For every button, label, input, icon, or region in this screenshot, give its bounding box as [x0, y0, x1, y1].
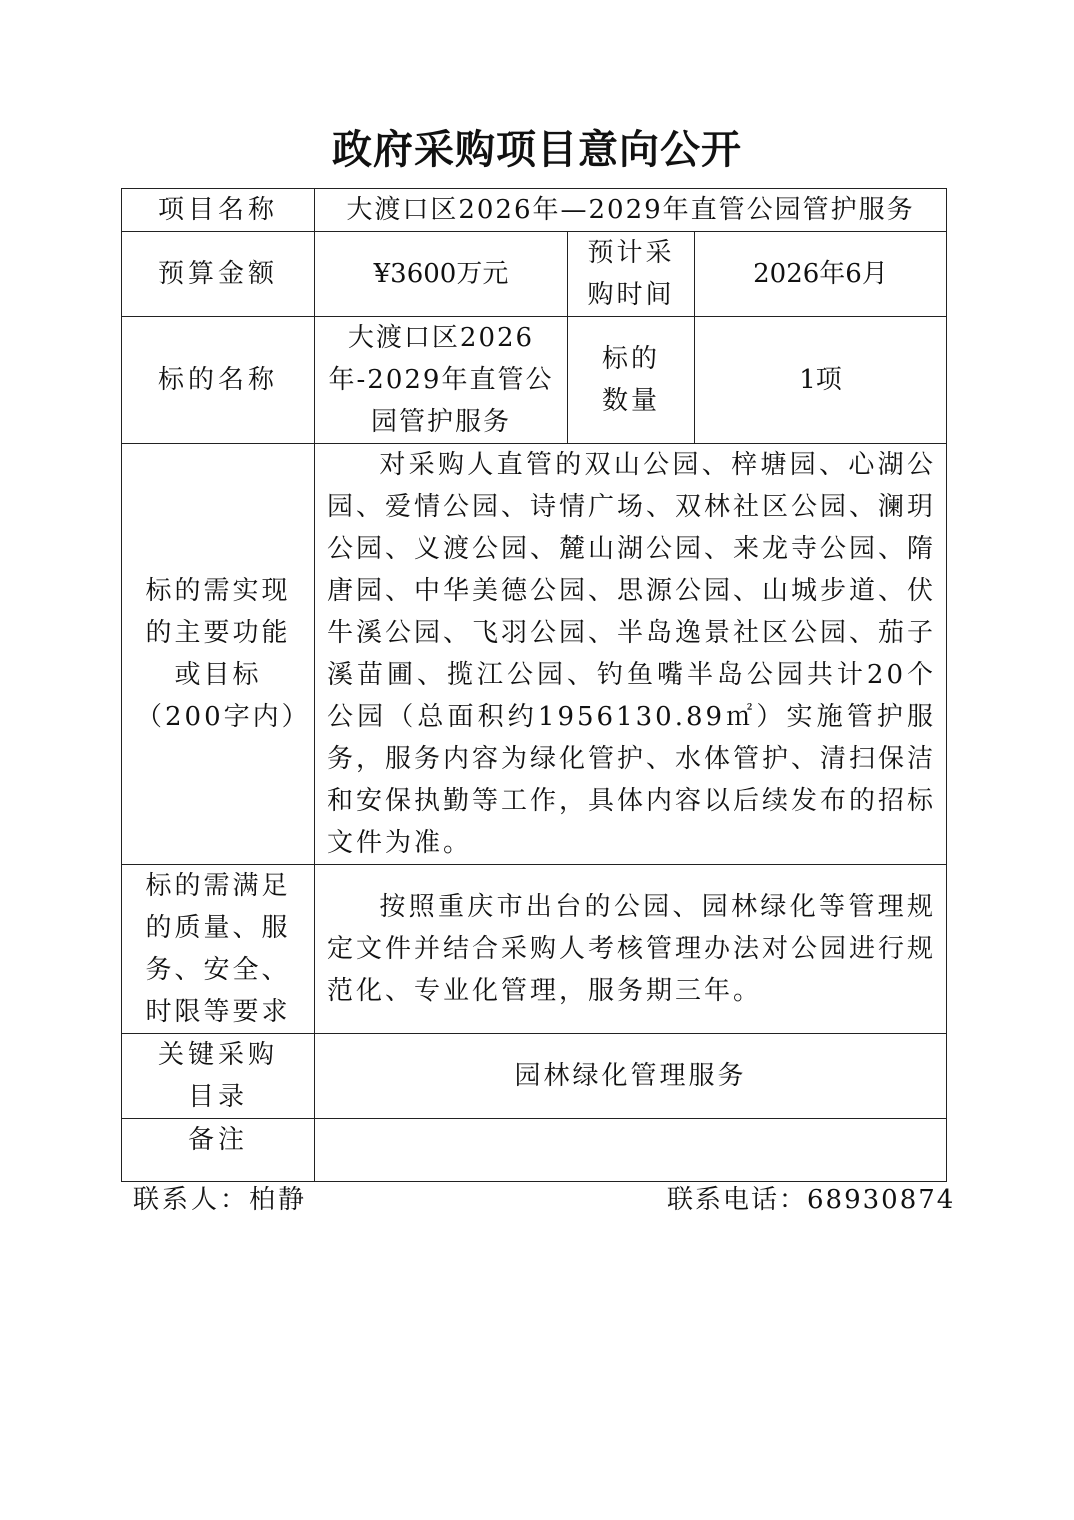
main-function-label: 标的需实现的主要功能或目标（200字内）	[122, 444, 315, 865]
remarks-value	[315, 1119, 947, 1182]
subject-quantity-label: 标的数量	[568, 317, 695, 444]
subject-name-value: 大渡口区2026年-2029年直管公园管护服务	[315, 317, 568, 444]
project-name-value: 大渡口区2026年—2029年直管公园管护服务	[315, 189, 947, 232]
row-remarks	[122, 1119, 947, 1182]
row-subject	[122, 317, 947, 444]
procurement-intent-table	[121, 188, 947, 1182]
main-function-cell	[315, 444, 947, 865]
expected-time-label: 预计采购时间	[568, 232, 695, 317]
row-budget	[122, 232, 947, 317]
row-catalog	[122, 1034, 947, 1119]
subject-name-label: 标的名称	[122, 317, 315, 444]
row-quality	[122, 865, 947, 1034]
budget-value: ¥3600万元	[315, 232, 568, 317]
row-main-function	[122, 444, 947, 865]
quality-cell	[315, 865, 947, 1034]
subject-quantity-value: 1项	[695, 317, 947, 444]
catalog-label: 关键采购目录	[122, 1034, 315, 1119]
expected-time-value: 2026年6月	[695, 232, 947, 317]
project-name-label: 项目名称	[122, 189, 315, 232]
contact-phone: 联系电话：68930874	[667, 1185, 956, 1215]
quality-value: 按照重庆市出台的公园、园林绿化等管理规定文件并结合采购人考核管理办法对公园进行规范化、专业化管理，服务期三年。	[327, 892, 937, 1006]
budget-label: 预算金额	[122, 232, 315, 317]
catalog-value: 园林绿化管理服务	[315, 1034, 947, 1119]
quality-label: 标的需满足的质量、服务、安全、时限等要求	[122, 865, 315, 1034]
document-title: 政府采购项目意向公开	[332, 126, 742, 173]
row-project-name	[122, 189, 947, 232]
contact-person: 联系人：柏静	[133, 1185, 308, 1215]
main-function-value: 对采购人直管的双山公园、梓塘园、心湖公园、爱情公园、诗情广场、双林社区公园、澜玥公园、义渡公园、麓山湖公园、来龙寺公园、隋唐园、中华美德公园、思源公园、山城步道、伏牛溪公园、飞羽公园、半岛逸景社区公园、茄子溪苗圃、揽江公园、钓鱼嘴半岛公园共计20个公园（总面积约1956130.89㎡）实施管护服务，服务内容为绿化管护、水体管护、清扫保洁和安保执勤等工作，具体内容以后续发布的招标文件为准。	[327, 450, 937, 858]
remarks-label: 备注	[122, 1119, 315, 1182]
